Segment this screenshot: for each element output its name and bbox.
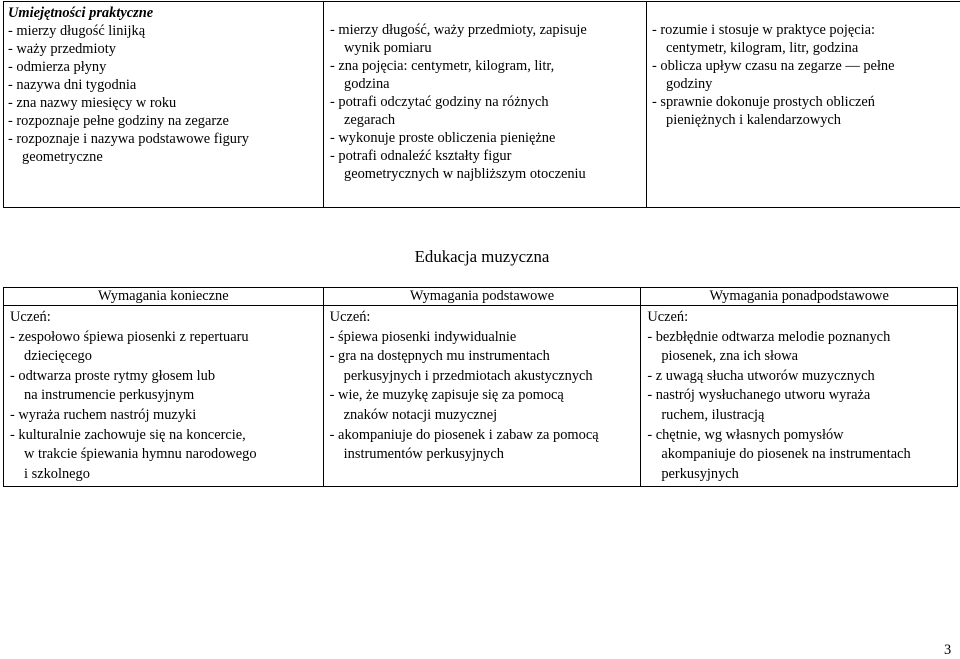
list-item: - nastrój wysłuchanego utworu wyraża [647, 387, 871, 404]
list-item: - mierzy długość, waży przedmioty, zapisuje [330, 22, 587, 38]
practical-skills-col-standard [324, 2, 647, 208]
list-item-continuation: dziecięcego [24, 348, 92, 365]
list-item: - wykonuje proste obliczenia pieniężne [330, 130, 556, 146]
list-item: - rozpoznaje i nazywa podstawowe figury [8, 131, 249, 147]
list-item-continuation: ruchem, ilustracją [661, 406, 765, 423]
practical-skills-row [4, 2, 960, 208]
music-requirements-table [3, 287, 958, 487]
list-item: - zna pojęcia: centymetr, kilogram, litr, [330, 58, 555, 74]
list-item: - potrafi odnaleźć kształty figur [330, 148, 512, 164]
music-section-heading: Edukacja muzyczna [414, 247, 550, 266]
list-item: - bezbłędnie odtwarza melodie poznanych [647, 328, 891, 345]
student-label: Uczeń: [10, 309, 51, 325]
list-item-continuation: znaków notacji muzycznej [343, 406, 498, 423]
student-label: Uczeń: [647, 309, 689, 325]
music-col-basic [323, 306, 641, 487]
list-item: - chętnie, wg własnych pomysłów [647, 426, 844, 443]
list-item-continuation: na instrumencie perkusyjnym [24, 387, 195, 404]
student-label: Uczeń: [329, 309, 371, 325]
list-item: - wyraża ruchem nastrój muzyki [10, 406, 197, 423]
header-advanced: Wymagania ponadpodstawowe [641, 288, 958, 306]
list-item: - z uwagą słucha utworów muzycznych [647, 367, 875, 384]
practical-skills-table [3, 1, 960, 208]
music-col-advanced [641, 306, 958, 487]
list-item-continuation: geometryczne [22, 149, 103, 165]
list-item: - wie, że muzykę zapisuje się za pomocą [329, 387, 564, 404]
section-title: Umiejętności praktyczne [8, 5, 154, 21]
practical-skills-col-advanced [647, 2, 960, 208]
list-item: - odtwarza proste rytmy głosem lub [10, 367, 216, 384]
list-item-continuation: akompaniuje do piosenek na instrumentach [661, 446, 911, 463]
list-item: - sprawnie dokonuje prostych obliczeń [652, 94, 875, 110]
list-item: - zna nazwy miesięcy w roku [8, 95, 177, 111]
list-item-continuation: godzina [344, 76, 390, 92]
list-item-continuation: geometrycznych w najbliższym otoczeniu [344, 166, 586, 182]
list-item: - zespołowo śpiewa piosenki z repertuaru [10, 328, 249, 345]
list-item: - waży przedmioty [8, 41, 116, 57]
practical-skills-col-basic [4, 2, 324, 208]
list-item: - śpiewa piosenki indywidualnie [329, 328, 517, 345]
list-item: - odmierza płyny [8, 59, 107, 75]
header-required: Wymagania konieczne [4, 288, 324, 306]
list-item: - rozumie i stosuje w praktyce pojęcia: [652, 22, 875, 38]
list-item-continuation: i szkolnego [24, 465, 90, 482]
list-item-continuation: wynik pomiaru [344, 40, 432, 56]
list-item: - oblicza upływ czasu na zegarze — pełne [652, 58, 895, 74]
list-item-continuation: centymetr, kilogram, litr, godzina [666, 40, 859, 56]
list-item-continuation: godziny [666, 76, 713, 92]
list-item-continuation: instrumentów perkusyjnych [343, 446, 504, 463]
list-item: - kulturalnie zachowuje się na koncercie, [10, 426, 246, 443]
list-item-continuation: w trakcie śpiewania hymnu narodowego [24, 446, 257, 463]
list-item: - akompaniuje do piosenek i zabaw za pomocą [329, 426, 599, 443]
list-item-continuation: pieniężnych i kalendarzowych [666, 112, 842, 128]
list-item-continuation: perkusyjnych i przedmiotach akustycznych [343, 367, 593, 384]
list-item-continuation: zegarach [344, 112, 396, 128]
music-header-row [4, 288, 958, 306]
page-number: 3 [944, 642, 952, 658]
music-col-required [4, 306, 324, 487]
list-item: - mierzy długość linijką [8, 23, 146, 39]
list-item: - gra na dostępnych mu instrumentach [329, 348, 550, 365]
list-item: - rozpoznaje pełne godziny na zegarze [8, 113, 229, 129]
music-content-row [4, 306, 958, 487]
list-item-continuation: perkusyjnych [661, 465, 739, 482]
list-item-continuation: piosenek, zna ich słowa [661, 348, 798, 365]
list-item: - nazywa dni tygodnia [8, 77, 137, 93]
list-item: - potrafi odczytać godziny na różnych [330, 94, 549, 110]
header-basic: Wymagania podstawowe [323, 288, 641, 306]
